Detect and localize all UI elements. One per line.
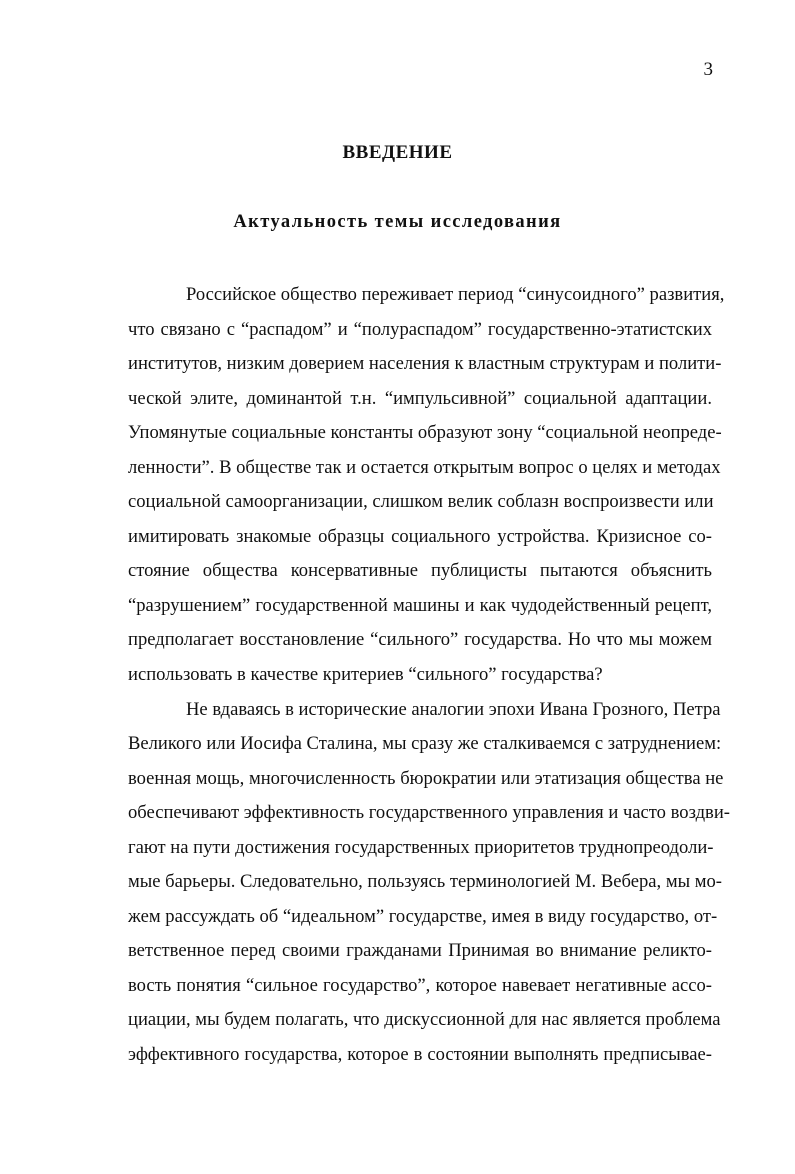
- text-line: ческой элите, доминантой т.н. “импульсивной” социальной адаптации.: [128, 387, 712, 409]
- text-line: обеспечивают эффективность государственного управления и часто воздви-: [128, 802, 730, 824]
- page-number: 3: [703, 59, 713, 80]
- text-line: социальной самоорганизации, слишком велик соблазн воспроизвести или: [128, 491, 714, 513]
- paragraph-1: [70, 278, 725, 693]
- text-line: Не вдаваясь в исторические аналогии эпохи Ивана Грозного, Петра: [186, 698, 721, 720]
- text-line: вость понятия “сильное государство”, которое навевает негативные ассо-: [128, 974, 712, 996]
- text-line: ветственное перед своими гражданами Принимая во внимание реликто-: [128, 940, 712, 962]
- chapter-title: ВВЕДЕНИЕ: [342, 142, 453, 163]
- text-line: эффективного государства, которое в состоянии выполнять предписывае-: [128, 1044, 712, 1066]
- section-title: Актуальность темы исследования: [233, 212, 562, 232]
- text-line: мые барьеры. Следовательно, пользуясь терминологией М. Вебера, мы мо-: [128, 871, 722, 893]
- text-line: Упомянутые социальные константы образуют зону “социальной неопреде-: [128, 422, 722, 444]
- text-line: имитировать знакомые образцы социального устройства. Кризисное со-: [128, 525, 712, 547]
- text-line: институтов, низким доверием населения к властным структурам и полити-: [128, 353, 722, 375]
- body-text: [70, 278, 730, 1073]
- text-line: Российское общество переживает период “синусоидного” развития,: [186, 284, 725, 305]
- text-line: что связано с “распадом” и “полураспадом” государственно-этатистских: [128, 318, 712, 340]
- text-line: стояние общества консервативные публицисты пытаются объяснить: [128, 560, 712, 582]
- text-line: Великого или Иосифа Сталина, мы сразу же сталкиваемся с затруднением:: [128, 733, 722, 755]
- text-line: использовать в качестве критериев “сильного” государства?: [128, 664, 603, 686]
- text-line: предполагает восстановление “сильного” государства. Но что мы можем: [128, 629, 712, 651]
- paragraph-2: [70, 693, 730, 1073]
- text-line: жем рассуждать об “идеальном” государстве, имея в виду государство, от-: [128, 905, 718, 927]
- text-line: циации, мы будем полагать, что дискуссионной для нас является проблема: [128, 1009, 721, 1031]
- text-line: ленности”. В обществе так и остается открытым вопрос о целях и методах: [128, 456, 721, 478]
- text-line: гают на пути достижения государственных приоритетов труднопреодоли-: [128, 836, 714, 858]
- text-line: военная мощь, многочисленность бюрократии или этатизация общества не: [128, 767, 724, 789]
- text-line: “разрушением” государственной машины и как чудодейственный рецепт,: [128, 594, 712, 616]
